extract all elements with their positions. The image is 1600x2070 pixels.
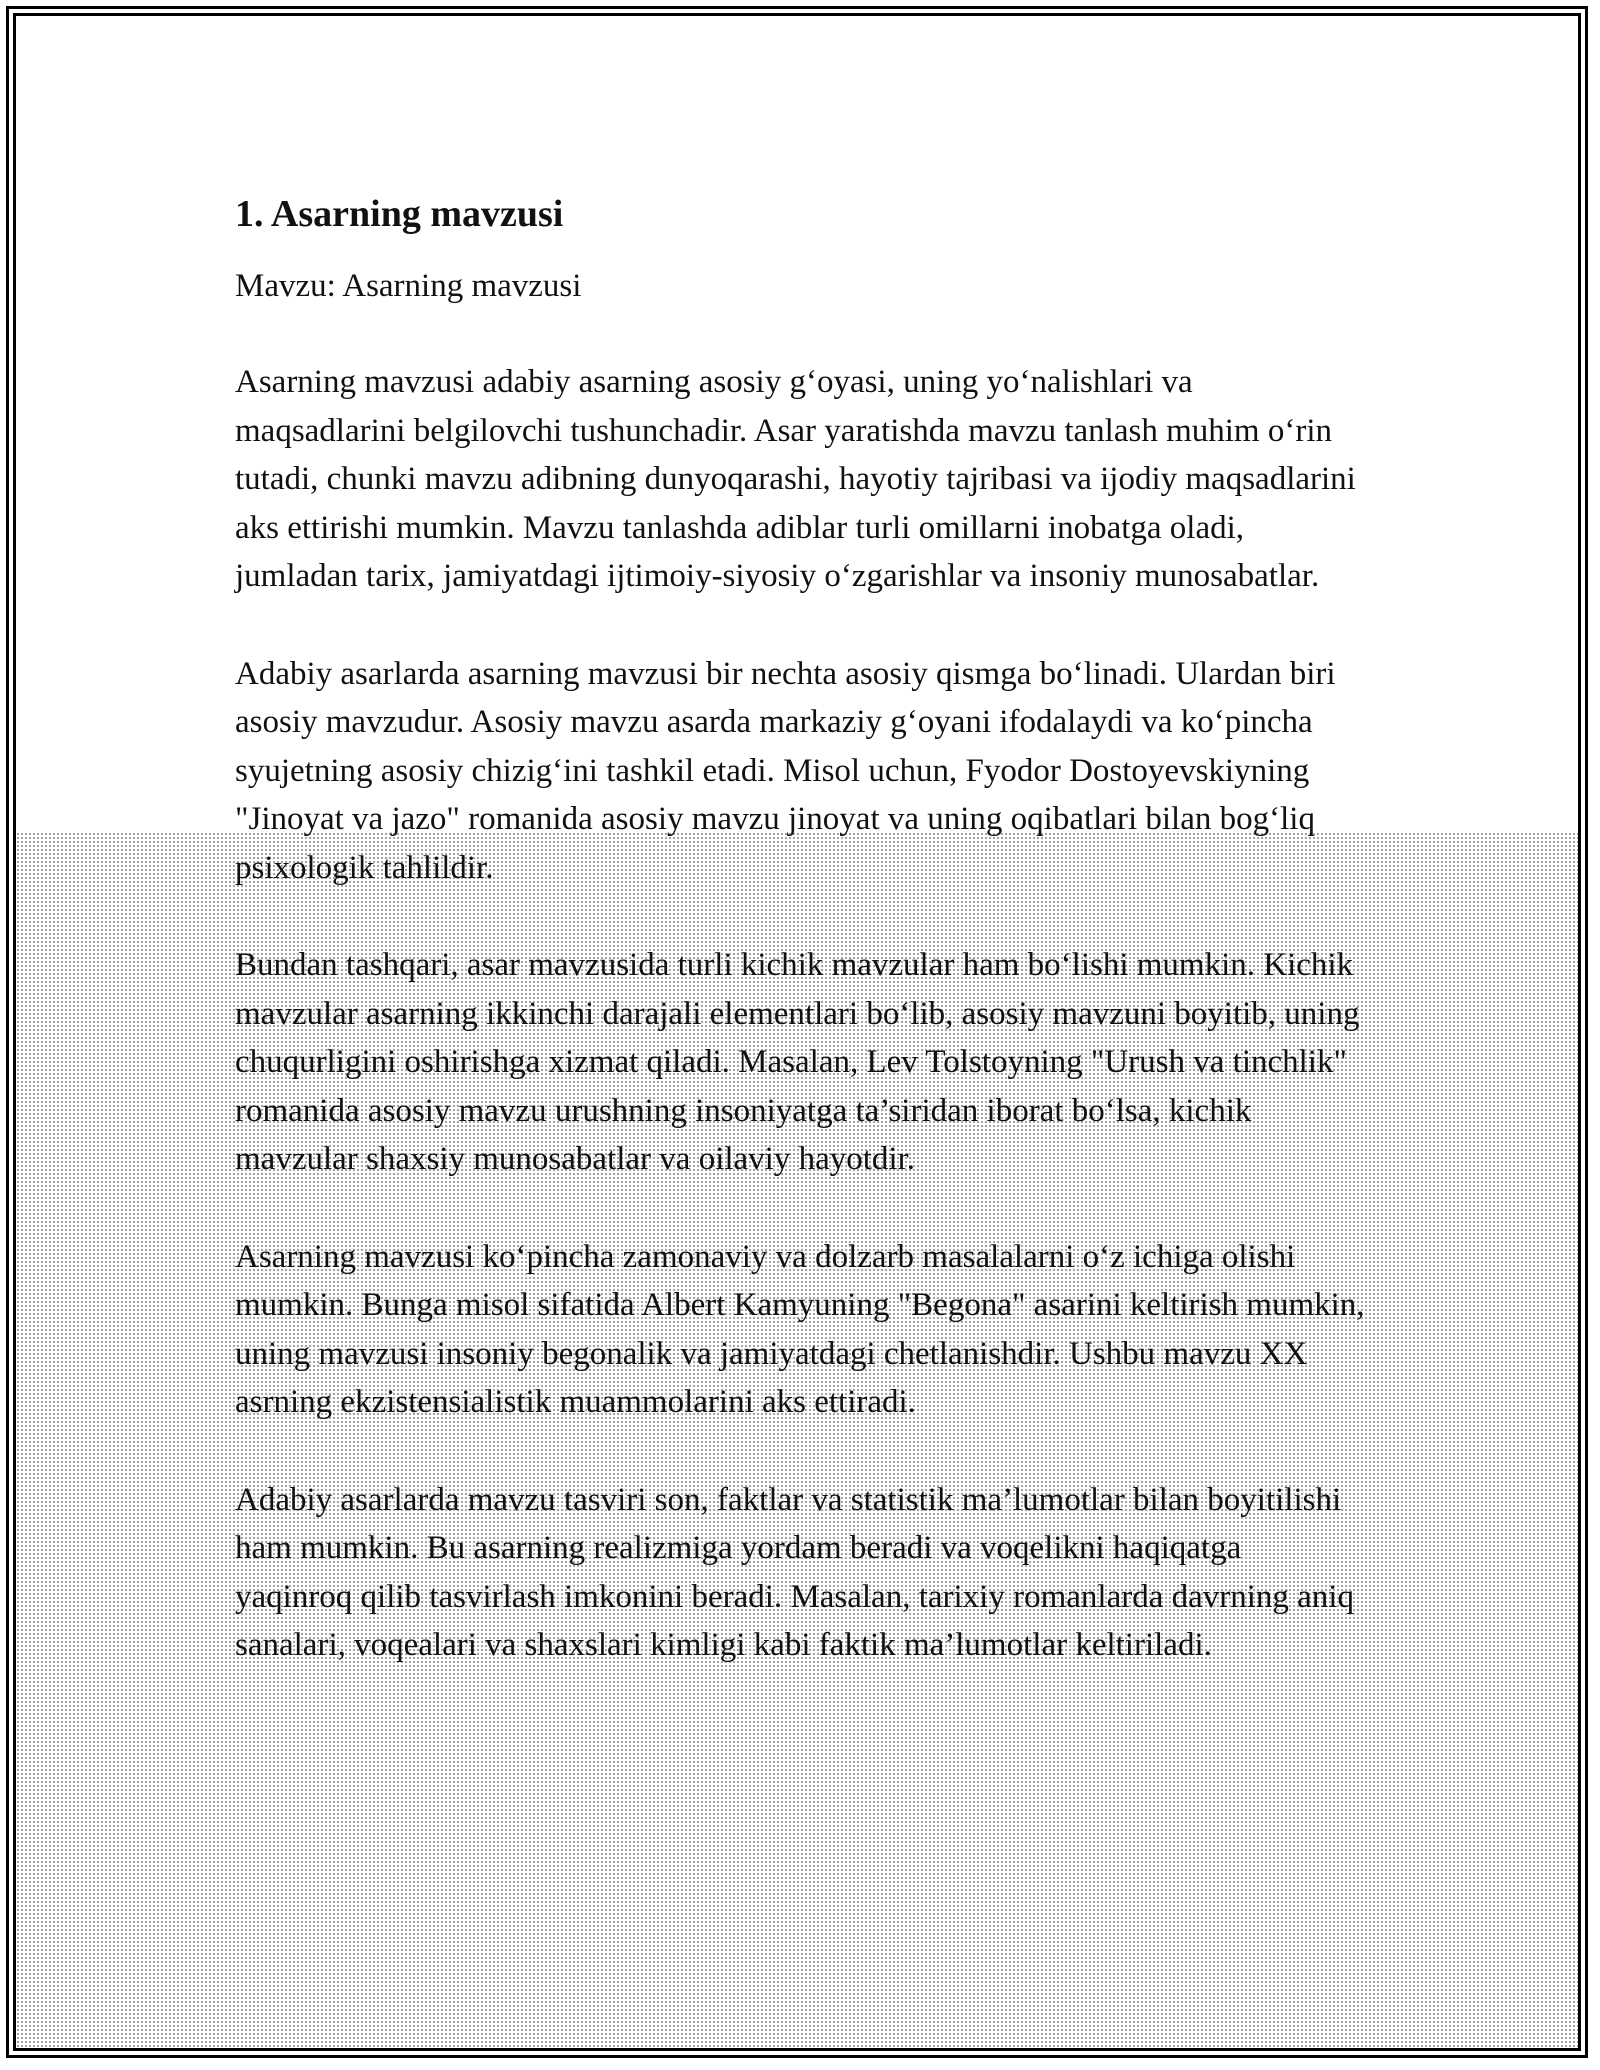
paragraph-4: Asarning mavzusi ko‘pincha zamonaviy va dolzarb masalalarni o‘z ichiga olishi mumkin. Bunga misol sifatida Albert Kamyuning "Begona" asarini keltirish mumkin, uning mavzusi insoniy begonalik va jamiyatdagi chetlanishdir. Ushbu mavzu XX asrning ekzistensialistik muammolarini aks ettiradi.: [235, 1238, 1365, 1420]
document-body: [235, 186, 1365, 1719]
paragraph-3: Bundan tashqari, asar mavzusida turli kichik mavzular ham bo‘lishi mumkin. Kichik mavzular asarning ikkinchi darajali elementlari bo‘lib, asosiy mavzuni boyitib, uning chuqurligini oshirishga xizmat qiladi. Masalan, Lev Tolstoyning "Urush va tinchlik" romanida asosiy mavzu urushning insoniyatga ta’siridan iborat bo‘lsa, kichik mavzular shaxsiy munosabatlar va oilaviy hayotdir.: [235, 947, 1360, 1177]
section-heading: 1. Asarning mavzusi: [235, 193, 564, 235]
paragraph-5: Adabiy asarlarda mavzu tasviri son, faktlar va statistik ma’lumotlar bilan boyitilishi ham mumkin. Bu asarning realizmiga yordam beradi va voqelikni haqiqatga yaqinroq qilib tasvirlash imkonini beradi. Masalan, tarixiy romanlarda davrning aniq sanalari, voqealari va shaxslari kimligi kabi faktik ma’lumotlar keltiriladi.: [235, 1481, 1354, 1663]
paragraph-2: Adabiy asarlarda asarning mavzusi bir nechta asosiy qismga bo‘linadi. Ulardan biri asosiy mavzudur. Asosiy mavzu asarda markaziy g‘oyani ifodalaydi va ko‘pincha syujetning asosiy chizig‘ini tashkil etadi. Misol uchun, Fyodor Dostoyevskiyning "Jinoyat va jazo" romanida asosiy mavzu jinoyat va uning oqibatlari bilan bog‘liq psixologik tahlildir.: [235, 655, 1336, 886]
subject-line: Mavzu: Asarning mavzusi: [235, 268, 582, 304]
paragraph-1: Asarning mavzusi adabiy asarning asosiy g‘oyasi, uning yo‘nalishlari va maqsadlarini belgilovchi tushunchadir. Asar yaratishda mavzu tanlash muhim o‘rin tutadi, chunki mavzu adibning dunyoqarashi, hayotiy tajribasi va ijodiy maqsadlarini aks ettirishi mumkin. Mavzu tanlashda adiblar turli omillarni inobatga oladi, jumladan tarix, jamiyatdagi ijtimoiy-siyosiy o‘zgarishlar va insoniy munosabatlar.: [235, 364, 1356, 594]
